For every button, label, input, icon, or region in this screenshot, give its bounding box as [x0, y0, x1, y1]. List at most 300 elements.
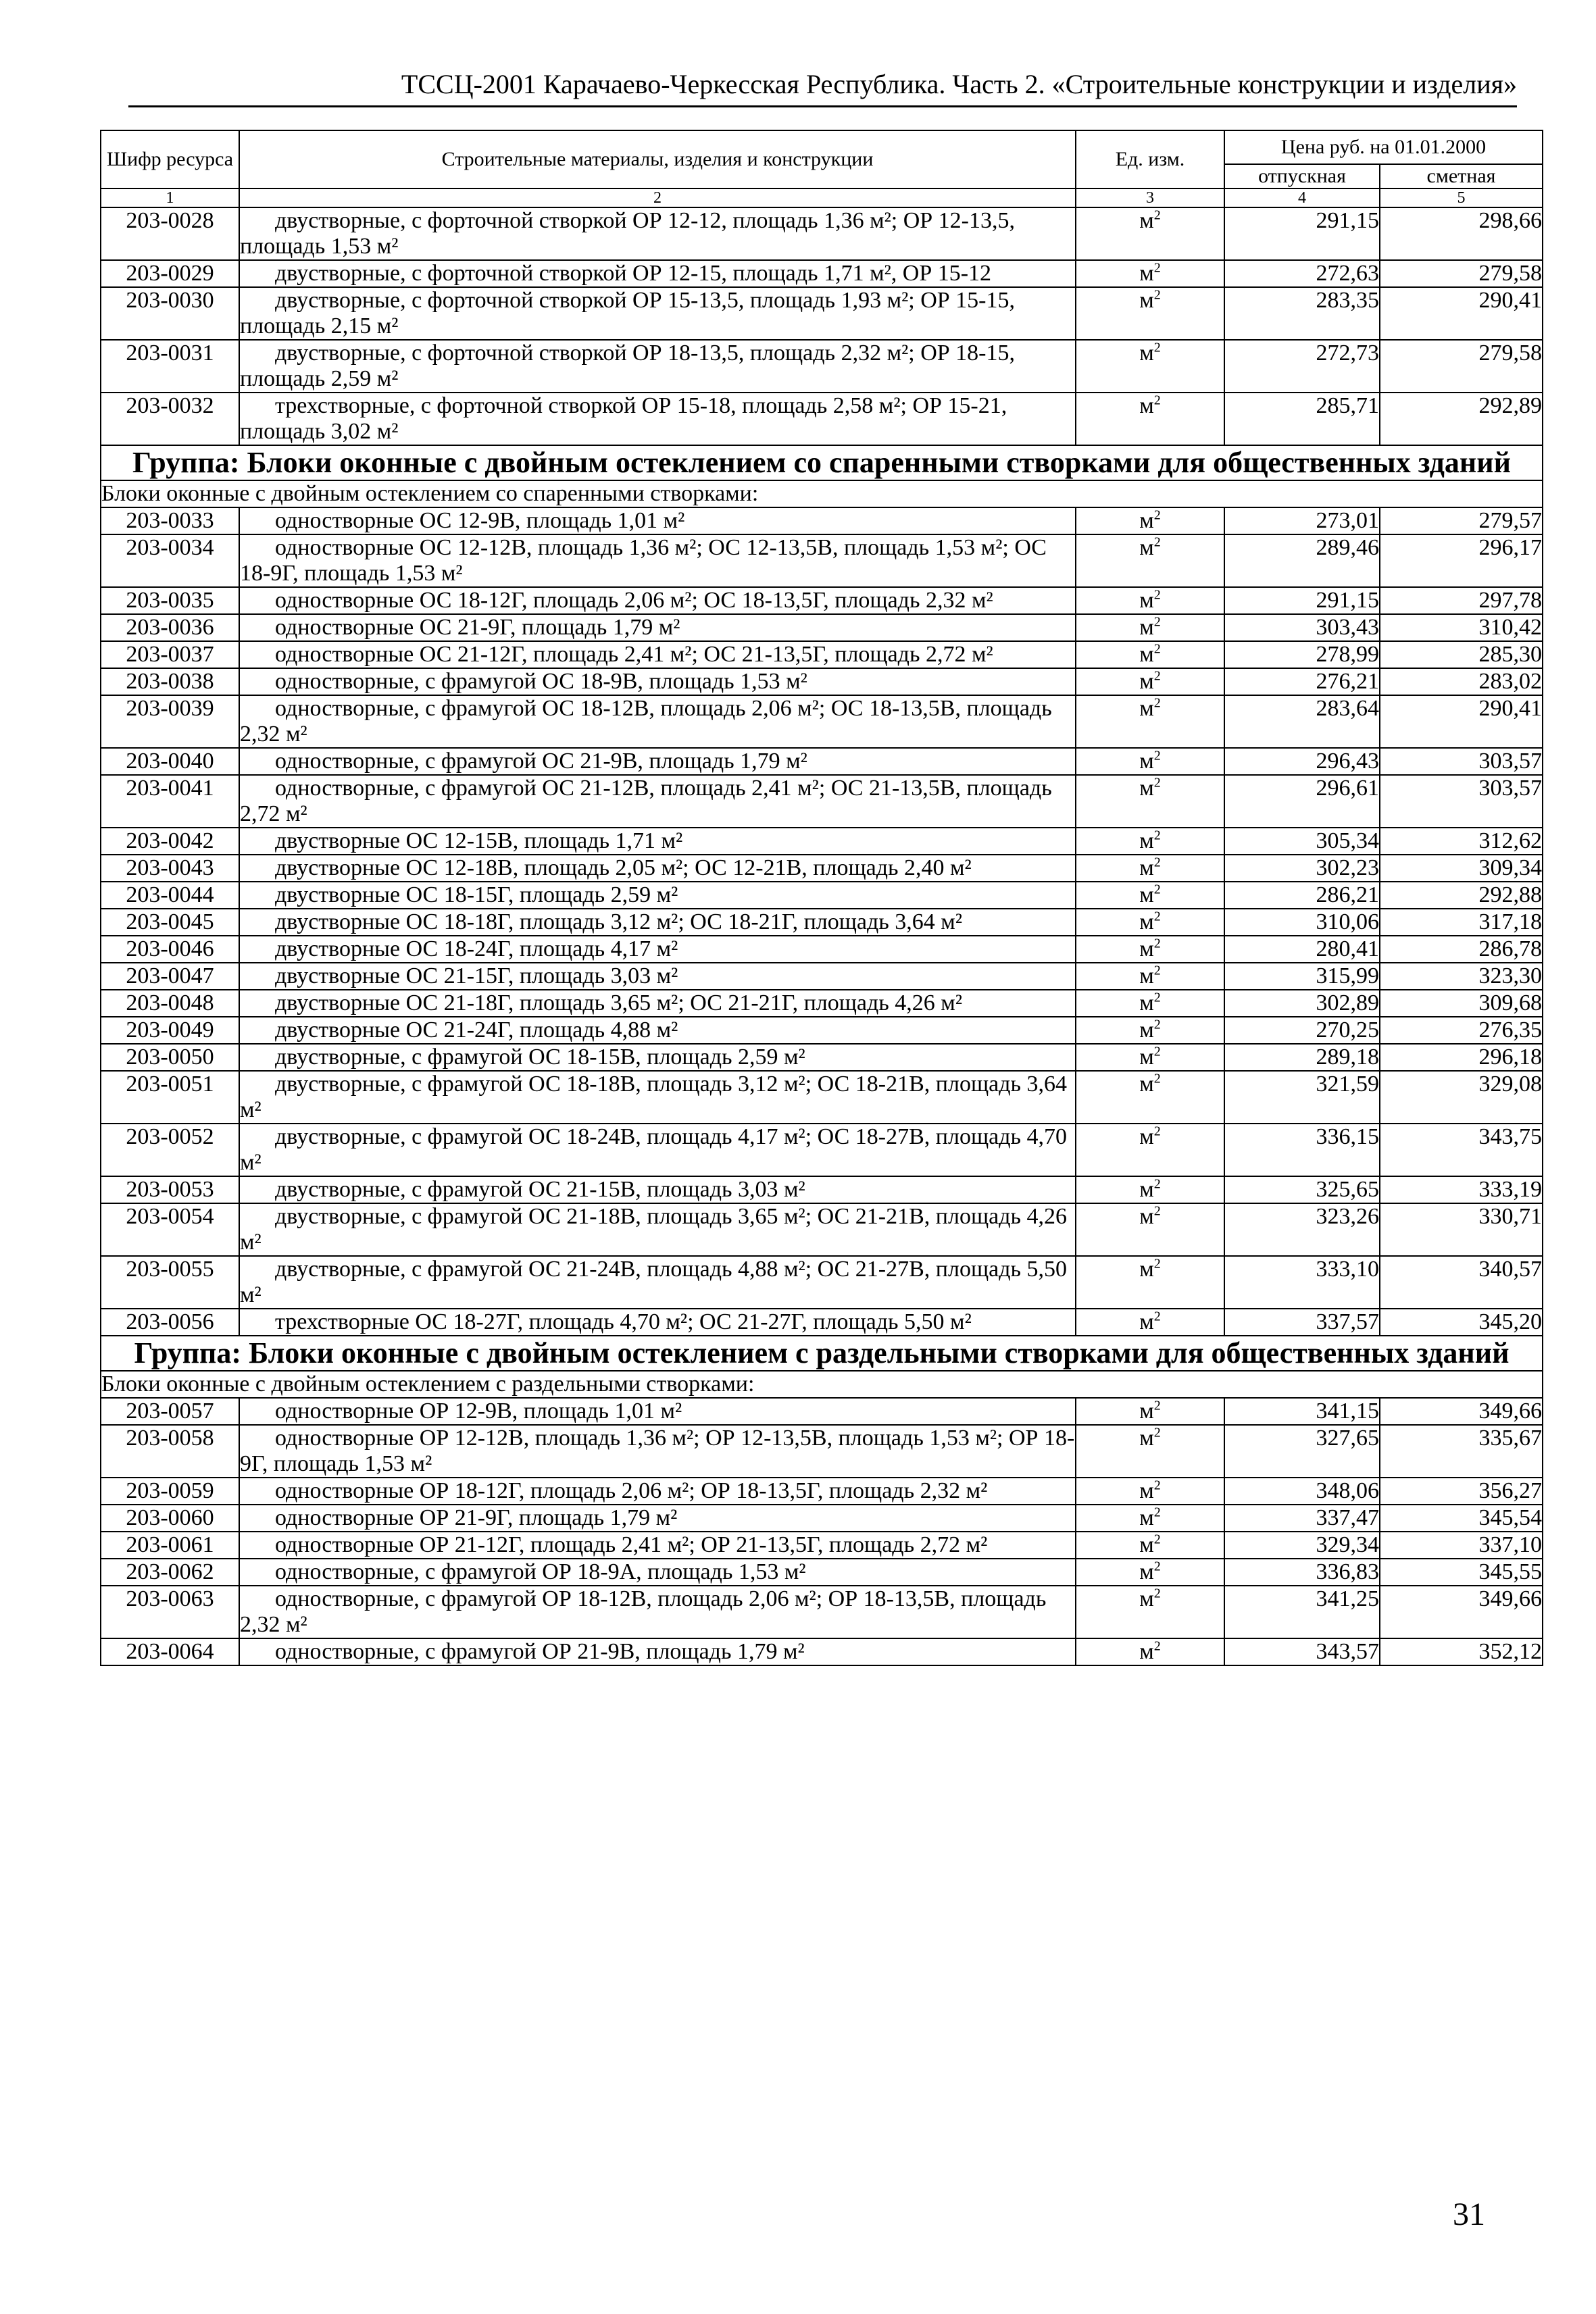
unit-cell [1076, 260, 1224, 287]
release-price: 272,73 [1224, 340, 1380, 393]
unit-cell [1076, 340, 1224, 393]
release-price: 336,15 [1224, 1124, 1380, 1176]
unit-label: м [1139, 669, 1154, 694]
unit-cell [1076, 1398, 1224, 1425]
unit-label: м [1139, 341, 1154, 366]
table-row [101, 775, 1543, 828]
unit-label: м [1139, 588, 1154, 613]
estimate-price: 335,67 [1380, 1425, 1543, 1478]
resource-code: 203-0029 [101, 260, 239, 287]
release-price: 341,15 [1224, 1398, 1380, 1425]
table-row [101, 587, 1543, 614]
unit-cell [1076, 882, 1224, 909]
unit-label: м [1139, 261, 1154, 286]
unit-cell [1076, 936, 1224, 963]
release-price: 343,57 [1224, 1638, 1380, 1665]
material-name: одностворные, с фрамугой ОС 21-9В, площадь 1,79 м² [239, 748, 1076, 775]
unit-superscript: 2 [1153, 340, 1161, 355]
unit-cell [1076, 287, 1224, 340]
estimate-price: 297,78 [1380, 587, 1543, 614]
release-price: 291,15 [1224, 587, 1380, 614]
resource-code: 203-0030 [101, 287, 239, 340]
unit-superscript: 2 [1153, 287, 1161, 303]
unit-label: м [1139, 1177, 1154, 1202]
resource-code: 203-0063 [101, 1586, 239, 1638]
material-name: одностворные ОС 12-12В, площадь 1,36 м²; ОС 12-13,5В, площадь 1,53 м²; ОС 18-9Г, площадь 1,53 м² [239, 534, 1076, 587]
estimate-price: 290,41 [1380, 695, 1543, 748]
unit-cell [1076, 775, 1224, 828]
table-row [101, 1532, 1543, 1559]
estimate-price: 310,42 [1380, 614, 1543, 641]
table-row [101, 260, 1543, 287]
resource-code: 203-0051 [101, 1071, 239, 1124]
header-name: Строительные материалы, изделия и конструкции [239, 130, 1076, 188]
resource-code: 203-0038 [101, 668, 239, 695]
material-name: двустворные ОС 18-24Г, площадь 4,17 м² [239, 936, 1076, 963]
estimate-price: 296,17 [1380, 534, 1543, 587]
material-name: одностворные, с фрамугой ОС 21-12В, площадь 2,41 м²; ОС 21-13,5В, площадь 2,72 м² [239, 775, 1076, 828]
release-price: 329,34 [1224, 1532, 1380, 1559]
column-numbers-row [101, 188, 1543, 207]
unit-superscript: 2 [1153, 1559, 1161, 1574]
unit-label: м [1139, 535, 1154, 560]
unit-superscript: 2 [1153, 1071, 1161, 1086]
resource-code: 203-0054 [101, 1203, 239, 1256]
material-name: одностворные, с фрамугой ОР 21-9В, площадь 1,79 м² [239, 1638, 1076, 1665]
material-name: двустворные ОС 21-15Г, площадь 3,03 м² [239, 963, 1076, 990]
release-price: 296,43 [1224, 748, 1380, 775]
material-name: двустворные, с форточной створкой ОР 12-15, площадь 1,71 м², ОР 15-12 [239, 260, 1076, 287]
estimate-price: 292,88 [1380, 882, 1543, 909]
resource-code: 203-0041 [101, 775, 239, 828]
unit-cell [1076, 614, 1224, 641]
unit-cell [1076, 1203, 1224, 1256]
unit-superscript: 2 [1153, 1256, 1161, 1272]
table-row [101, 1559, 1543, 1586]
release-price: 285,71 [1224, 393, 1380, 445]
resource-code: 203-0031 [101, 340, 239, 393]
unit-cell [1076, 1638, 1224, 1665]
release-price: 333,10 [1224, 1256, 1380, 1309]
column-number: 1 [101, 188, 239, 207]
unit-label: м [1139, 1426, 1154, 1451]
unit-label: м [1139, 828, 1154, 853]
table-row [101, 1638, 1543, 1665]
unit-superscript: 2 [1153, 668, 1161, 684]
unit-cell [1076, 1505, 1224, 1532]
group-title: Группа: Блоки оконные с двойным остеклением с раздельными створками для общественных зданий [101, 1336, 1543, 1371]
unit-cell [1076, 1071, 1224, 1124]
unit-superscript: 2 [1153, 695, 1161, 711]
unit-superscript: 2 [1153, 1309, 1161, 1324]
unit-label: м [1139, 393, 1154, 418]
release-price: 337,47 [1224, 1505, 1380, 1532]
unit-superscript: 2 [1153, 909, 1161, 924]
unit-label: м [1139, 1045, 1154, 1070]
unit-superscript: 2 [1153, 1176, 1161, 1192]
page-number: 31 [1453, 2196, 1485, 2232]
resource-code: 203-0045 [101, 909, 239, 936]
estimate-price: 298,66 [1380, 207, 1543, 260]
material-name: одностворные ОР 21-9Г, площадь 1,79 м² [239, 1505, 1076, 1532]
unit-cell [1076, 990, 1224, 1017]
release-price: 289,18 [1224, 1044, 1380, 1071]
material-name: двустворные ОС 21-24Г, площадь 4,88 м² [239, 1017, 1076, 1044]
estimate-price: 337,10 [1380, 1532, 1543, 1559]
unit-superscript: 2 [1153, 1044, 1161, 1059]
material-name: одностворные ОС 12-9В, площадь 1,01 м² [239, 507, 1076, 534]
resource-code: 203-0050 [101, 1044, 239, 1071]
estimate-price: 309,34 [1380, 855, 1543, 882]
table-row [101, 963, 1543, 990]
release-price: 302,89 [1224, 990, 1380, 1017]
resource-code: 203-0042 [101, 828, 239, 855]
release-price: 323,26 [1224, 1203, 1380, 1256]
estimate-price: 309,68 [1380, 990, 1543, 1017]
column-number: 2 [239, 188, 1076, 207]
estimate-price: 312,62 [1380, 828, 1543, 855]
unit-superscript: 2 [1153, 990, 1161, 1005]
table-row [101, 1071, 1543, 1124]
release-price: 280,41 [1224, 936, 1380, 963]
material-name: двустворные, с фрамугой ОС 18-24В, площадь 4,17 м²; ОС 18-27В, площадь 4,70 м² [239, 1124, 1076, 1176]
resource-code: 203-0035 [101, 587, 239, 614]
estimate-price: 279,58 [1380, 260, 1543, 287]
unit-cell [1076, 1425, 1224, 1478]
unit-label: м [1139, 1204, 1154, 1229]
resource-code: 203-0052 [101, 1124, 239, 1176]
material-name: двустворные, с фрамугой ОС 21-15В, площадь 3,03 м² [239, 1176, 1076, 1203]
unit-superscript: 2 [1153, 507, 1161, 523]
estimate-price: 329,08 [1380, 1071, 1543, 1124]
unit-superscript: 2 [1153, 1017, 1161, 1032]
unit-cell [1076, 748, 1224, 775]
material-name: двустворные, с фрамугой ОС 21-18В, площадь 3,65 м²; ОС 21-21В, площадь 4,26 м² [239, 1203, 1076, 1256]
unit-cell [1076, 1176, 1224, 1203]
column-number: 5 [1380, 188, 1543, 207]
unit-cell [1076, 963, 1224, 990]
release-price: 291,15 [1224, 207, 1380, 260]
table-row [101, 1309, 1543, 1336]
table-row [101, 990, 1543, 1017]
table-row [101, 1044, 1543, 1071]
unit-cell [1076, 695, 1224, 748]
column-number: 3 [1076, 188, 1224, 207]
unit-label: м [1139, 208, 1154, 233]
material-name: двустворные, с форточной створкой ОР 12-12, площадь 1,36 м²; ОР 12-13,5, площадь 1,53 м² [239, 207, 1076, 260]
unit-label: м [1139, 1017, 1154, 1042]
unit-label: м [1139, 909, 1154, 934]
material-name: двустворные, с форточной створкой ОР 18-13,5, площадь 2,32 м²; ОР 18-15, площадь 2,59 м² [239, 340, 1076, 393]
release-price: 303,43 [1224, 614, 1380, 641]
table-row [101, 1017, 1543, 1044]
unit-cell [1076, 1559, 1224, 1586]
unit-superscript: 2 [1153, 207, 1161, 223]
group-2 [101, 1336, 1543, 1398]
header-price: Цена руб. на 01.01.2000 [1224, 130, 1543, 164]
resource-code: 203-0040 [101, 748, 239, 775]
resource-code: 203-0061 [101, 1532, 239, 1559]
resource-code: 203-0056 [101, 1309, 239, 1336]
unit-label: м [1139, 1505, 1154, 1530]
unit-label: м [1139, 990, 1154, 1015]
header-price-release: отпускная [1224, 164, 1380, 188]
unit-label: м [1139, 1478, 1154, 1503]
release-price: 283,35 [1224, 287, 1380, 340]
unit-cell [1076, 507, 1224, 534]
estimate-price: 323,30 [1380, 963, 1543, 990]
page-header [128, 68, 1517, 108]
release-price: 305,34 [1224, 828, 1380, 855]
estimate-price: 283,02 [1380, 668, 1543, 695]
unit-superscript: 2 [1153, 641, 1161, 657]
material-name: двустворные, с форточной створкой ОР 15-13,5, площадь 1,93 м²; ОР 15-15, площадь 2,15 м² [239, 287, 1076, 340]
unit-label: м [1139, 1399, 1154, 1424]
material-name: одностворные, с фрамугой ОР 18-9А, площадь 1,53 м² [239, 1559, 1076, 1586]
estimate-price: 303,57 [1380, 748, 1543, 775]
unit-cell [1076, 1124, 1224, 1176]
unit-cell [1076, 909, 1224, 936]
estimate-price: 343,75 [1380, 1124, 1543, 1176]
unit-cell [1076, 1309, 1224, 1336]
unit-label: м [1139, 1586, 1154, 1611]
resource-code: 203-0039 [101, 695, 239, 748]
group-title: Группа: Блоки оконные с двойным остеклением со спаренными створками для общественных зданий [101, 445, 1543, 480]
unit-superscript: 2 [1153, 260, 1161, 276]
table-row [101, 340, 1543, 393]
release-price: 286,21 [1224, 882, 1380, 909]
unit-superscript: 2 [1153, 1532, 1161, 1547]
unit-label: м [1139, 696, 1154, 721]
estimate-price: 356,27 [1380, 1478, 1543, 1505]
unit-label: м [1139, 855, 1154, 880]
estimate-price: 290,41 [1380, 287, 1543, 340]
estimate-price: 303,57 [1380, 775, 1543, 828]
estimate-price: 345,55 [1380, 1559, 1543, 1586]
material-name: одностворные, с фрамугой ОС 18-9В, площадь 1,53 м² [239, 668, 1076, 695]
unit-superscript: 2 [1153, 587, 1161, 603]
table-row [101, 748, 1543, 775]
rows-group-2 [101, 1398, 1543, 1665]
resource-code: 203-0037 [101, 641, 239, 668]
unit-label: м [1139, 508, 1154, 533]
unit-label: м [1139, 642, 1154, 667]
material-name: одностворные ОР 12-12В, площадь 1,36 м²; ОР 12-13,5В, площадь 1,53 м²; ОР 18-9Г, площадь 1,53 м² [240, 1426, 1075, 1476]
table-row [101, 1176, 1543, 1203]
table-row [101, 287, 1543, 340]
material-name: двустворные ОС 12-18В, площадь 2,05 м²; ОС 12-21В, площадь 2,40 м² [239, 855, 1076, 882]
release-price: 321,59 [1224, 1071, 1380, 1124]
unit-superscript: 2 [1153, 1398, 1161, 1413]
unit-cell [1076, 668, 1224, 695]
material-name: трехстворные, с форточной створкой ОР 15-18, площадь 2,58 м²; ОР 15-21, площадь 3,02 м² [239, 393, 1076, 445]
estimate-price: 349,66 [1380, 1586, 1543, 1638]
resource-code: 203-0058 [101, 1425, 239, 1478]
unit-superscript: 2 [1153, 534, 1161, 550]
table-row [101, 1478, 1543, 1505]
material-name: одностворные ОС 21-9Г, площадь 1,79 м² [239, 614, 1076, 641]
rows-group-1 [101, 507, 1543, 1336]
group-1 [101, 445, 1543, 507]
resource-code: 203-0033 [101, 507, 239, 534]
material-name: одностворные, с фрамугой ОР 18-12В, площадь 2,06 м²; ОР 18-13,5В, площадь 2,32 м² [239, 1586, 1076, 1638]
estimate-price: 296,18 [1380, 1044, 1543, 1071]
unit-cell [1076, 855, 1224, 882]
unit-superscript: 2 [1153, 1478, 1161, 1493]
unit-superscript: 2 [1153, 775, 1161, 790]
unit-superscript: 2 [1153, 855, 1161, 870]
table-row [101, 614, 1543, 641]
table-row [101, 1256, 1543, 1309]
table-row [101, 393, 1543, 445]
release-price: 337,57 [1224, 1309, 1380, 1336]
resource-code: 203-0060 [101, 1505, 239, 1532]
unit-cell [1076, 587, 1224, 614]
header-code: Шифр ресурса [101, 130, 239, 188]
material-name: двустворные ОС 18-15Г, площадь 2,59 м² [239, 882, 1076, 909]
release-price: 302,23 [1224, 855, 1380, 882]
table-row [101, 507, 1543, 534]
table-row [101, 641, 1543, 668]
unit-cell [1076, 1532, 1224, 1559]
table-header [101, 130, 1543, 207]
estimate-price: 285,30 [1380, 641, 1543, 668]
release-price: 327,65 [1224, 1425, 1380, 1478]
table-row [101, 936, 1543, 963]
unit-superscript: 2 [1153, 963, 1161, 978]
resource-code: 203-0043 [101, 855, 239, 882]
unit-cell [1076, 393, 1224, 445]
release-price: 315,99 [1224, 963, 1380, 990]
material-name: трехстворные ОС 18-27Г, площадь 4,70 м²; ОС 21-27Г, площадь 5,50 м² [239, 1309, 1076, 1336]
table-row [101, 534, 1543, 587]
table-row [101, 855, 1543, 882]
material-name: двустворные, с фрамугой ОС 18-15В, площадь 2,59 м² [239, 1044, 1076, 1071]
table-row [101, 207, 1543, 260]
resource-code: 203-0062 [101, 1559, 239, 1586]
material-name: двустворные ОС 21-18Г, площадь 3,65 м²; ОС 21-21Г, площадь 4,26 м² [239, 990, 1076, 1017]
estimate-price: 349,66 [1380, 1398, 1543, 1425]
material-name: одностворные ОР 21-12Г, площадь 2,41 м²; ОР 21-13,5Г, площадь 2,72 м² [239, 1532, 1076, 1559]
unit-label: м [1139, 1559, 1154, 1584]
release-price: 341,25 [1224, 1586, 1380, 1638]
release-price: 296,61 [1224, 775, 1380, 828]
unit-label: м [1139, 1124, 1154, 1149]
resource-code: 203-0048 [101, 990, 239, 1017]
release-price: 273,01 [1224, 507, 1380, 534]
release-price: 348,06 [1224, 1478, 1380, 1505]
unit-superscript: 2 [1153, 1505, 1161, 1520]
unit-label: м [1139, 749, 1154, 774]
unit-superscript: 2 [1153, 393, 1161, 408]
resource-code: 203-0034 [101, 534, 239, 587]
unit-label: м [1139, 1309, 1154, 1334]
estimate-price: 345,54 [1380, 1505, 1543, 1532]
unit-cell [1076, 1044, 1224, 1071]
resource-code: 203-0028 [101, 207, 239, 260]
release-price: 336,83 [1224, 1559, 1380, 1586]
resource-code: 203-0055 [101, 1256, 239, 1309]
resource-code: 203-0044 [101, 882, 239, 909]
material-name: двустворные ОС 12-15В, площадь 1,71 м² [239, 828, 1076, 855]
unit-label: м [1139, 1072, 1154, 1097]
material-name: двустворные ОС 18-18Г, площадь 3,12 м²; ОС 18-21Г, площадь 3,64 м² [239, 909, 1076, 936]
subgroup-title: Блоки оконные с двойным остеклением с раздельными створками: [101, 1371, 1543, 1398]
unit-label: м [1139, 1639, 1154, 1664]
unit-cell [1076, 1478, 1224, 1505]
unit-superscript: 2 [1153, 1124, 1161, 1139]
table-row [101, 668, 1543, 695]
table-row [101, 1586, 1543, 1638]
unit-cell [1076, 534, 1224, 587]
material-name: двустворные, с фрамугой ОС 21-24В, площадь 4,88 м²; ОС 21-27В, площадь 5,50 м² [239, 1256, 1076, 1309]
unit-superscript: 2 [1153, 1425, 1161, 1440]
header-rule [128, 105, 1517, 107]
release-price: 276,21 [1224, 668, 1380, 695]
release-price: 289,46 [1224, 534, 1380, 587]
unit-label: м [1139, 288, 1154, 313]
table-row [101, 909, 1543, 936]
release-price: 278,99 [1224, 641, 1380, 668]
estimate-price: 340,57 [1380, 1256, 1543, 1309]
estimate-price: 292,89 [1380, 393, 1543, 445]
release-price: 325,65 [1224, 1176, 1380, 1203]
table-row [101, 1203, 1543, 1256]
estimate-price: 345,20 [1380, 1309, 1543, 1336]
resource-code: 203-0049 [101, 1017, 239, 1044]
unit-superscript: 2 [1153, 614, 1161, 630]
unit-cell [1076, 1256, 1224, 1309]
unit-cell [1076, 207, 1224, 260]
price-table [100, 130, 1543, 1666]
material-name: одностворные ОР 18-12Г, площадь 2,06 м²; ОР 18-13,5Г, площадь 2,32 м² [239, 1478, 1076, 1505]
material-name: одностворные ОС 21-12Г, площадь 2,41 м²; ОС 21-13,5Г, площадь 2,72 м² [239, 641, 1076, 668]
estimate-price: 352,12 [1380, 1638, 1543, 1665]
release-price: 310,06 [1224, 909, 1380, 936]
table-row [101, 828, 1543, 855]
table-row [101, 1505, 1543, 1532]
header-unit: Ед. изм. [1076, 130, 1224, 188]
unit-label: м [1139, 882, 1154, 907]
estimate-price: 317,18 [1380, 909, 1543, 936]
unit-superscript: 2 [1153, 936, 1161, 951]
resource-code: 203-0036 [101, 614, 239, 641]
header-price-estimate: сметная [1380, 164, 1543, 188]
unit-cell [1076, 1017, 1224, 1044]
table-row [101, 695, 1543, 748]
estimate-price: 330,71 [1380, 1203, 1543, 1256]
unit-superscript: 2 [1153, 828, 1161, 843]
estimate-price: 333,19 [1380, 1176, 1543, 1203]
unit-superscript: 2 [1153, 882, 1161, 897]
rows-top [101, 207, 1543, 445]
unit-label: м [1139, 615, 1154, 640]
resource-code: 203-0057 [101, 1398, 239, 1425]
material-name: одностворные ОС 18-12Г, площадь 2,06 м²; ОС 18-13,5Г, площадь 2,32 м² [239, 587, 1076, 614]
unit-label: м [1139, 776, 1154, 801]
release-price: 283,64 [1224, 695, 1380, 748]
estimate-price: 286,78 [1380, 936, 1543, 963]
unit-label: м [1139, 936, 1154, 961]
table-row [101, 1425, 1543, 1478]
material-name: одностворные, с фрамугой ОС 18-12В, площадь 2,06 м²; ОС 18-13,5В, площадь 2,32 м² [239, 695, 1076, 748]
unit-label: м [1139, 1532, 1154, 1557]
unit-superscript: 2 [1153, 748, 1161, 763]
resource-code: 203-0047 [101, 963, 239, 990]
unit-label: м [1139, 963, 1154, 988]
unit-label: м [1139, 1257, 1154, 1282]
column-number: 4 [1224, 188, 1380, 207]
